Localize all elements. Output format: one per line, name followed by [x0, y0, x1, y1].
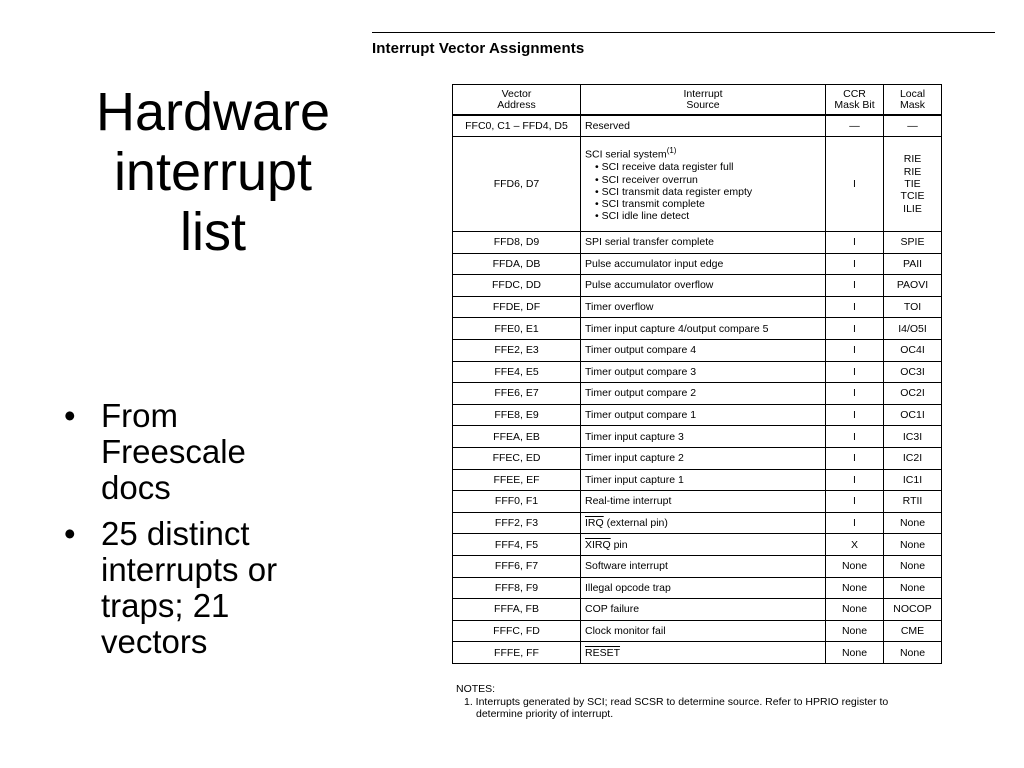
source-text: Real-time interrupt — [585, 495, 672, 508]
vector-address-cell: FFD8, D9 — [453, 232, 581, 254]
sci-source-item: • SCI idle line detect — [585, 210, 821, 222]
bullet-line: Freescale — [101, 433, 246, 470]
ccr-mask-bit-cell: I — [826, 404, 884, 426]
sci-source-item: • SCI receiver overrun — [585, 174, 821, 186]
ccr-mask-bit-cell: None — [826, 556, 884, 578]
document-divider — [372, 32, 995, 33]
sci-source-title: SCI serial system — [585, 148, 667, 161]
ccr-mask-bit-cell: — — [826, 115, 884, 137]
source-text: Timer input capture 3 — [585, 430, 684, 443]
sci-local-mask: ILIE — [903, 202, 922, 215]
vector-address-cell: FFFA, FB — [453, 599, 581, 621]
interrupt-source-cell — [581, 115, 826, 137]
interrupt-source-cell — [581, 556, 826, 578]
ccr-mask-bit-cell: I — [826, 137, 884, 232]
vector-address-cell: FFDA, DB — [453, 253, 581, 275]
table-row — [453, 115, 942, 137]
interrupt-source-cell — [581, 361, 826, 383]
ccr-mask-bit-cell: None — [826, 577, 884, 599]
vector-address-cell: FFEC, ED — [453, 448, 581, 470]
bullet-dot-icon: • — [64, 397, 76, 434]
interrupt-source-cell — [581, 137, 826, 232]
vector-address-cell: FFD6, D7 — [453, 137, 581, 232]
local-mask-cell: None — [884, 512, 942, 534]
local-mask-cell: — — [884, 115, 942, 137]
ccr-mask-bit-cell: I — [826, 296, 884, 318]
interrupt-source-cell — [581, 620, 826, 642]
ccr-mask-bit-cell: X — [826, 534, 884, 556]
source-text: Timer input capture 1 — [585, 473, 684, 486]
interrupt-source-cell — [581, 491, 826, 513]
ccr-mask-bit-cell: None — [826, 642, 884, 664]
column-header-vector-address: Vector Address — [453, 85, 581, 116]
notes-label: NOTES: — [456, 683, 496, 695]
local-mask-cell — [884, 137, 942, 232]
table-row — [453, 296, 942, 318]
ccr-mask-bit-cell: None — [826, 620, 884, 642]
bullet-item — [64, 516, 364, 660]
vector-address-cell: FFDC, DD — [453, 275, 581, 297]
source-text: Software interrupt — [585, 560, 668, 573]
vector-address-cell: FFE8, E9 — [453, 404, 581, 426]
source-text: Timer input capture 2 — [585, 452, 684, 465]
table-header-row — [453, 85, 942, 116]
source-text: (external pin) — [603, 516, 668, 529]
bullet-list — [64, 398, 364, 670]
table-row — [453, 275, 942, 297]
table-row — [453, 599, 942, 621]
vector-address-cell: FFF4, F5 — [453, 534, 581, 556]
active-low-signal-name: $\overline{IRQ}$ — [585, 516, 604, 529]
note-reference: (1) — [666, 146, 677, 156]
bullet-line: From — [101, 397, 178, 434]
bullet-line: docs — [101, 469, 171, 506]
table-row — [453, 469, 942, 491]
ccr-mask-bit-cell: I — [826, 232, 884, 254]
local-mask-cell: IC3I — [884, 426, 942, 448]
interrupt-source-cell — [581, 232, 826, 254]
ccr-mask-bit-cell: I — [826, 318, 884, 340]
table-row — [453, 642, 942, 664]
table-row — [453, 491, 942, 513]
ccr-mask-bit-cell: I — [826, 275, 884, 297]
interrupt-source-cell — [581, 318, 826, 340]
vector-address-cell: FFFE, FF — [453, 642, 581, 664]
bullet-line: traps; 21 — [101, 587, 230, 624]
bullet-line: vectors — [101, 623, 208, 660]
local-mask-cell: NOCOP — [884, 599, 942, 621]
local-mask-cell: I4/O5I — [884, 318, 942, 340]
source-text: Timer input capture 4/output compare 5 — [585, 322, 769, 335]
bullet-line: interrupts or — [101, 551, 278, 588]
table-row — [453, 137, 942, 232]
source-text: Timer output compare 3 — [585, 365, 697, 378]
local-mask-cell: None — [884, 642, 942, 664]
active-low-signal-name: RESET — [585, 646, 621, 659]
interrupt-source-cell — [581, 275, 826, 297]
interrupt-source-cell — [581, 253, 826, 275]
bullet-line: 25 distinct — [101, 515, 250, 552]
table-row — [453, 340, 942, 362]
vector-address-cell: FFF0, F1 — [453, 491, 581, 513]
table-row — [453, 512, 942, 534]
interrupt-source-cell — [581, 534, 826, 556]
column-header-interrupt-source: Interrupt Source — [581, 85, 826, 116]
vector-address-cell: FFF2, F3 — [453, 512, 581, 534]
local-mask-cell: OC2I — [884, 383, 942, 405]
interrupt-source-cell — [581, 383, 826, 405]
interrupt-source-cell — [581, 577, 826, 599]
vector-address-cell: FFE0, E1 — [453, 318, 581, 340]
table-row — [453, 577, 942, 599]
local-mask-cell: None — [884, 556, 942, 578]
local-mask-cell: IC2I — [884, 448, 942, 470]
ccr-mask-bit-cell: None — [826, 599, 884, 621]
sci-local-mask: RIE — [903, 165, 922, 178]
interrupt-source-cell — [581, 404, 826, 426]
ccr-mask-bit-cell: I — [826, 469, 884, 491]
ccr-mask-bit-cell: I — [826, 253, 884, 275]
source-text: Reserved — [585, 119, 630, 132]
table-notes — [456, 683, 956, 721]
note-text-continued: determine priority of interrupt. — [476, 708, 614, 720]
interrupt-source-cell — [581, 512, 826, 534]
source-text: Pulse accumulator input edge — [585, 257, 724, 270]
local-mask-cell: None — [884, 534, 942, 556]
ccr-mask-bit-cell: I — [826, 491, 884, 513]
sci-source-item: • SCI receive data register full — [585, 161, 821, 173]
table-row — [453, 534, 942, 556]
interrupt-source-cell — [581, 448, 826, 470]
interrupt-source-cell — [581, 340, 826, 362]
table-row — [453, 556, 942, 578]
vector-address-cell: FFEE, EF — [453, 469, 581, 491]
vector-address-cell: FFE2, E3 — [453, 340, 581, 362]
source-text: Timer overflow — [585, 301, 654, 314]
slide-title — [58, 82, 368, 262]
table-row — [453, 361, 942, 383]
table-row — [453, 253, 942, 275]
interrupt-source-cell — [581, 426, 826, 448]
interrupt-source-cell — [581, 599, 826, 621]
ccr-mask-bit-cell: I — [826, 426, 884, 448]
source-text: Clock monitor fail — [585, 624, 666, 637]
table-row — [453, 383, 942, 405]
local-mask-cell: CME — [884, 620, 942, 642]
vector-address-cell: FFEA, EB — [453, 426, 581, 448]
source-text: Timer output compare 4 — [585, 344, 697, 357]
sci-local-mask: TIE — [904, 177, 921, 190]
table-row — [453, 318, 942, 340]
note-text: 1. Interrupts generated by SCI; read SCSR to determine source. Refer to HPRIO register to — [464, 695, 889, 708]
ccr-mask-bit-cell: I — [826, 448, 884, 470]
slide-title-line: list — [180, 202, 246, 262]
column-header-local-mask: Local Mask — [884, 85, 942, 116]
vector-address-cell: FFE4, E5 — [453, 361, 581, 383]
table-row — [453, 404, 942, 426]
vector-address-cell: FFC0, C1 – FFD4, D5 — [453, 115, 581, 137]
table-row — [453, 620, 942, 642]
sci-local-mask: RIE — [903, 153, 922, 166]
slide-title-line: Hardware — [95, 82, 331, 142]
source-text: Timer output compare 2 — [585, 387, 697, 400]
source-text: Pulse accumulator overflow — [585, 279, 714, 292]
sci-source-item: • SCI transmit data register empty — [585, 186, 821, 198]
ccr-mask-bit-cell: I — [826, 340, 884, 362]
local-mask-cell: IC1I — [884, 469, 942, 491]
vector-address-cell: FFDE, DF — [453, 296, 581, 318]
local-mask-cell: None — [884, 577, 942, 599]
sci-local-mask: TCIE — [900, 190, 925, 203]
vector-address-cell: FFE6, E7 — [453, 383, 581, 405]
local-mask-cell: OC4I — [884, 340, 942, 362]
ccr-mask-bit-cell: I — [826, 361, 884, 383]
local-mask-cell: PAOVI — [884, 275, 942, 297]
local-mask-cell: OC1I — [884, 404, 942, 426]
table-row — [453, 426, 942, 448]
vector-address-cell: FFF6, F7 — [453, 556, 581, 578]
source-text: Timer output compare 1 — [585, 408, 697, 421]
table-row — [453, 232, 942, 254]
bullet-dot-icon: • — [64, 515, 76, 552]
active-low-signal-name: XIRQ — [585, 538, 611, 551]
source-text: pin — [610, 538, 628, 551]
ccr-mask-bit-cell: I — [826, 512, 884, 534]
source-text: Illegal opcode trap — [585, 581, 671, 594]
slide-title-line: interrupt — [113, 142, 313, 202]
interrupt-vector-table — [452, 84, 942, 664]
document-heading: Interrupt Vector Assignments — [372, 40, 585, 57]
ccr-mask-bit-cell: I — [826, 383, 884, 405]
interrupt-source-cell — [581, 642, 826, 664]
local-mask-cell: PAII — [884, 253, 942, 275]
sci-source-item: • SCI transmit complete — [585, 198, 821, 210]
interrupt-source-cell — [581, 469, 826, 491]
vector-address-cell: FFFC, FD — [453, 620, 581, 642]
local-mask-cell: SPIE — [884, 232, 942, 254]
source-text: COP failure — [585, 603, 640, 616]
local-mask-cell: TOI — [884, 296, 942, 318]
note-item — [456, 696, 956, 721]
column-header-ccr-mask-bit: CCR Mask Bit — [826, 85, 884, 116]
local-mask-cell: OC3I — [884, 361, 942, 383]
interrupt-source-cell — [581, 296, 826, 318]
local-mask-cell: RTII — [884, 491, 942, 513]
bullet-item — [64, 398, 364, 506]
source-text: SPI serial transfer complete — [585, 236, 714, 249]
vector-address-cell: FFF8, F9 — [453, 577, 581, 599]
table-row — [453, 448, 942, 470]
